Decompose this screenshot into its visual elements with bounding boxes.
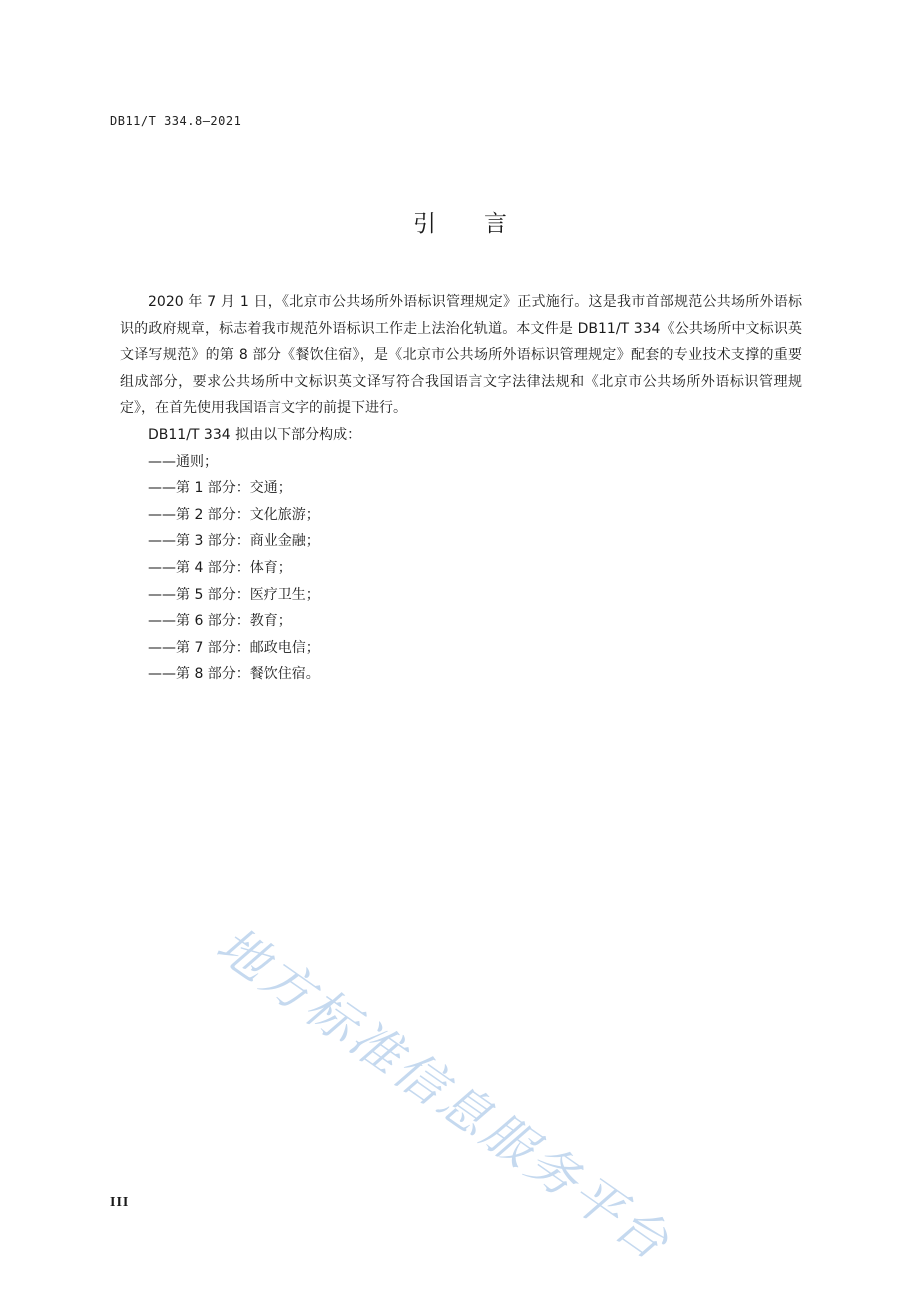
list-item: ——第 8 部分：餐饮住宿。	[148, 666, 320, 683]
list-item: ——第 6 部分：教育；	[148, 613, 292, 630]
list-item: ——第 2 部分：文化旅游；	[148, 506, 320, 523]
introduction-body	[120, 289, 802, 688]
title-char-2: 言	[484, 211, 507, 237]
page-title	[0, 205, 920, 238]
title-char-1: 引	[413, 211, 436, 237]
list-item: ——第 4 部分：体育；	[148, 559, 292, 576]
list-item: ——第 7 部分：邮政电信；	[148, 639, 320, 656]
list-item: ——第 5 部分：医疗卫生；	[148, 586, 320, 603]
watermark: 地方标准信息服务平台	[206, 915, 682, 1273]
intro-paragraph: 2020 年 7 月 1 日，《北京市公共场所外语标识管理规定》正式施行。这是我市首部规范公共场所外语标识的政府规章，标志着我市规范外语标识工作走上法治化轨道。本文件是 DB11/T 334《公共场所中文标识英文译写规范》的第 8 部分《餐饮住宿》，是《北京市公共场所外语标识管理规定》配套的专业技术支撑的重要组成部分，要求公共场所中文标识英文译写符合我国语言文字法律法规和《北京市公共场所外语标识管理规定》，在首先使用我国语言文字的前提下进行。	[120, 294, 802, 417]
parts-intro: DB11/T 334 拟由以下部分构成：	[148, 426, 362, 443]
list-item: ——通则；	[148, 453, 218, 470]
document-code: DB11/T 334.8—2021	[110, 114, 242, 128]
list-item: ——第 3 部分：商业金融；	[148, 533, 320, 550]
page-number: III	[110, 1195, 130, 1210]
list-item: ——第 1 部分：交通；	[148, 480, 292, 497]
